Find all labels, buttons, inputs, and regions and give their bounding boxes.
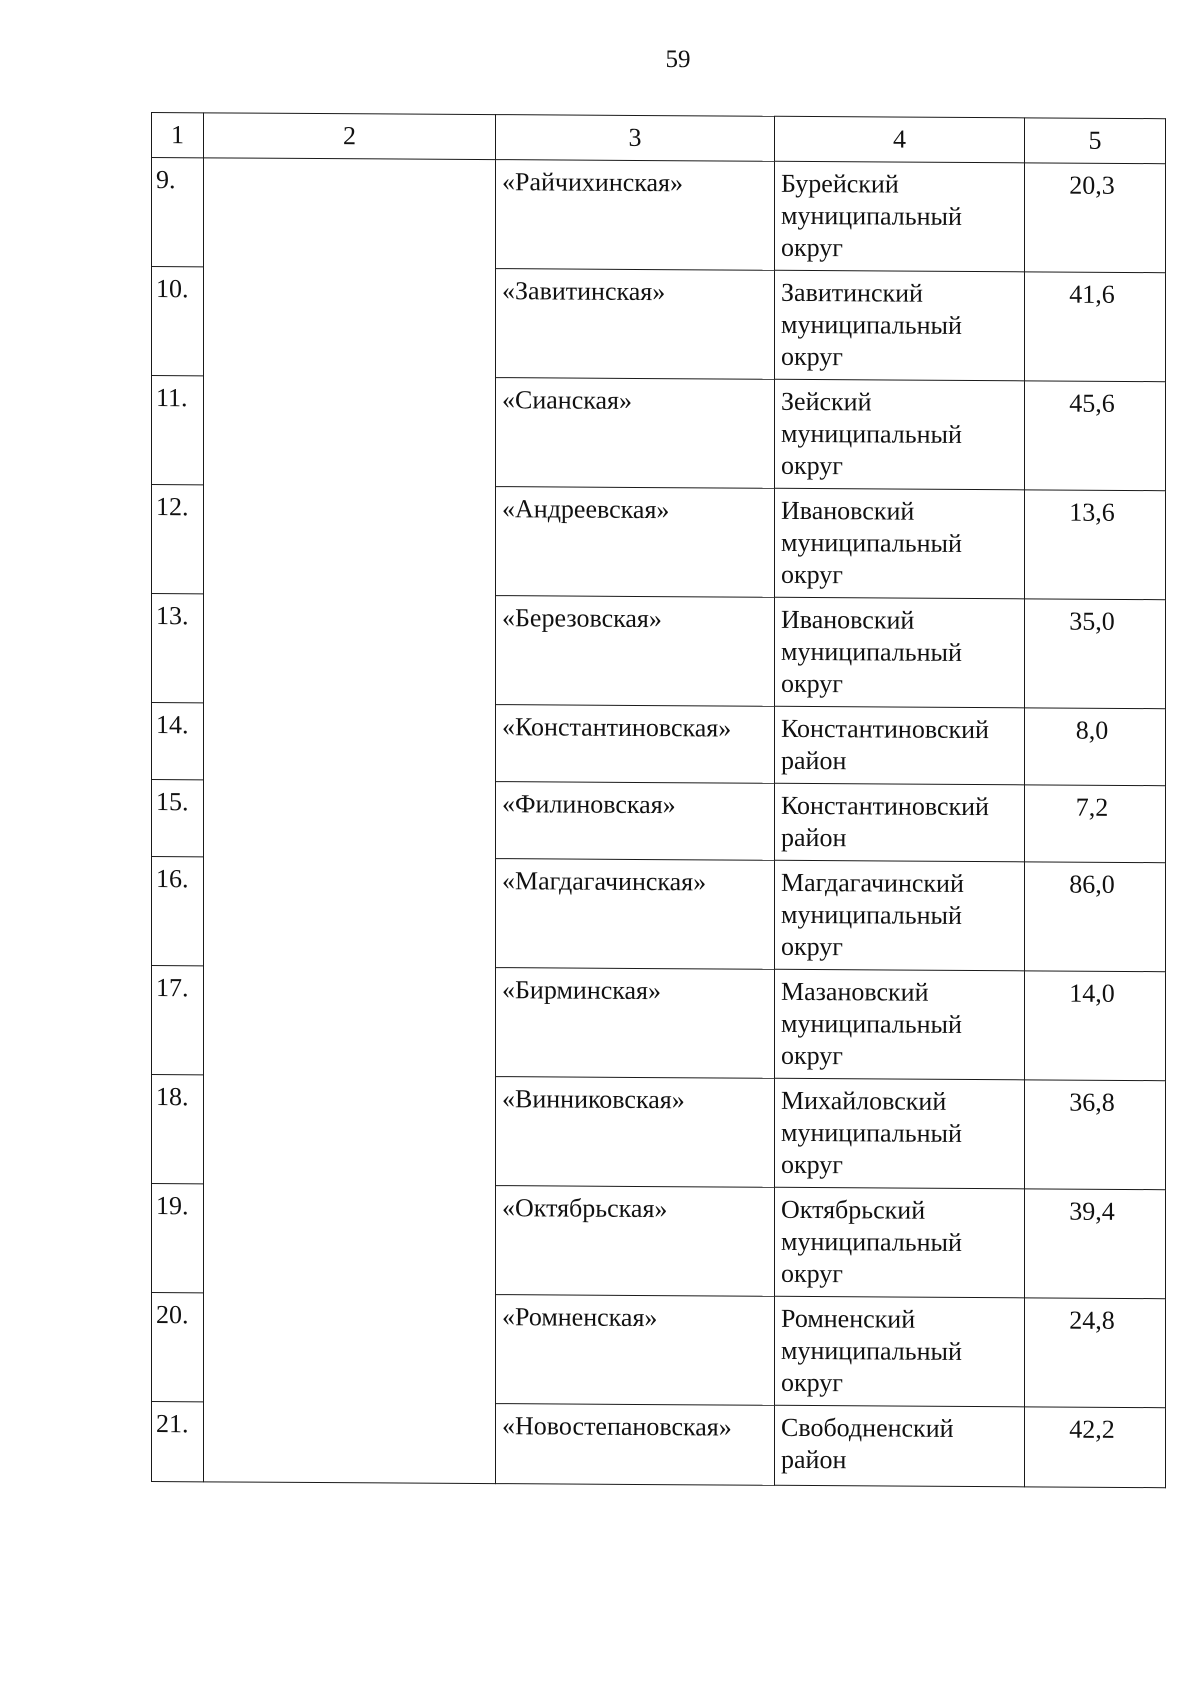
row-number: 16. bbox=[152, 857, 204, 966]
row-district: Мазановский муниципальный округ bbox=[775, 969, 1025, 1080]
row-district: Октябрьский муниципальный округ bbox=[775, 1187, 1025, 1298]
column-header: 2 bbox=[204, 113, 496, 160]
row-number: 18. bbox=[152, 1075, 204, 1184]
row-number: 13. bbox=[152, 594, 204, 703]
row-number: 19. bbox=[152, 1184, 204, 1293]
row-district: Бурейский муниципальный округ bbox=[775, 161, 1025, 272]
column-header: 3 bbox=[496, 115, 775, 162]
row-number: 17. bbox=[152, 966, 204, 1075]
page-number: 59 bbox=[665, 46, 691, 73]
row-value: 35,0 bbox=[1025, 599, 1166, 709]
row-value: 14,0 bbox=[1025, 971, 1166, 1081]
data-table bbox=[151, 112, 1166, 1488]
row-district: Константиновский район bbox=[775, 783, 1025, 862]
column-header: 4 bbox=[775, 116, 1025, 163]
row-name: «Березовская» bbox=[496, 596, 775, 707]
row-number: 21. bbox=[152, 1402, 204, 1482]
row-number: 11. bbox=[152, 376, 204, 485]
row-value: 8,0 bbox=[1025, 708, 1166, 786]
row-name: «Ромненская» bbox=[496, 1295, 775, 1406]
column-header: 5 bbox=[1025, 118, 1166, 164]
row-value: 24,8 bbox=[1025, 1298, 1166, 1408]
row-name: «Завитинская» bbox=[496, 269, 775, 380]
merged-column-2-cell bbox=[204, 158, 496, 1484]
column-header: 1 bbox=[152, 113, 204, 158]
row-district: Ивановский муниципальный округ bbox=[775, 488, 1025, 599]
row-district: Магдагачинский муниципальный округ bbox=[775, 860, 1025, 971]
row-name: «Андреевская» bbox=[496, 487, 775, 598]
table-header-row bbox=[152, 113, 1166, 164]
row-value: 41,6 bbox=[1025, 272, 1166, 382]
row-number: 12. bbox=[152, 485, 204, 594]
row-number: 15. bbox=[152, 780, 204, 857]
row-value: 36,8 bbox=[1025, 1080, 1166, 1190]
row-name: «Райчихинская» bbox=[496, 160, 775, 271]
row-number: 20. bbox=[152, 1293, 204, 1402]
row-name: «Филиновская» bbox=[496, 782, 775, 861]
row-name: «Винниковская» bbox=[496, 1077, 775, 1188]
row-number: 9. bbox=[152, 158, 204, 267]
row-name: «Октябрьская» bbox=[496, 1186, 775, 1297]
table-row bbox=[152, 158, 1166, 273]
row-value: 42,2 bbox=[1025, 1407, 1166, 1488]
row-name: «Сианская» bbox=[496, 378, 775, 489]
row-name: «Новостепановская» bbox=[496, 1404, 775, 1486]
row-number: 14. bbox=[152, 703, 204, 780]
row-district: Ивановский муниципальный округ bbox=[775, 597, 1025, 708]
row-district: Свободненский район bbox=[775, 1405, 1025, 1487]
row-value: 13,6 bbox=[1025, 490, 1166, 600]
row-name: «Бирминская» bbox=[496, 968, 775, 1079]
row-value: 86,0 bbox=[1025, 862, 1166, 972]
row-name: «Константиновская» bbox=[496, 705, 775, 784]
row-value: 7,2 bbox=[1025, 785, 1166, 863]
row-value: 45,6 bbox=[1025, 381, 1166, 491]
row-value: 39,4 bbox=[1025, 1189, 1166, 1299]
row-district: Ромненский муниципальный округ bbox=[775, 1296, 1025, 1407]
row-district: Константиновский район bbox=[775, 706, 1025, 785]
row-number: 10. bbox=[152, 267, 204, 376]
row-district: Михайловский муниципальный округ bbox=[775, 1078, 1025, 1189]
row-district: Зейский муниципальный округ bbox=[775, 379, 1025, 490]
row-value: 20,3 bbox=[1025, 163, 1166, 273]
row-name: «Магдагачинская» bbox=[496, 859, 775, 970]
row-district: Завитинский муниципальный округ bbox=[775, 270, 1025, 381]
